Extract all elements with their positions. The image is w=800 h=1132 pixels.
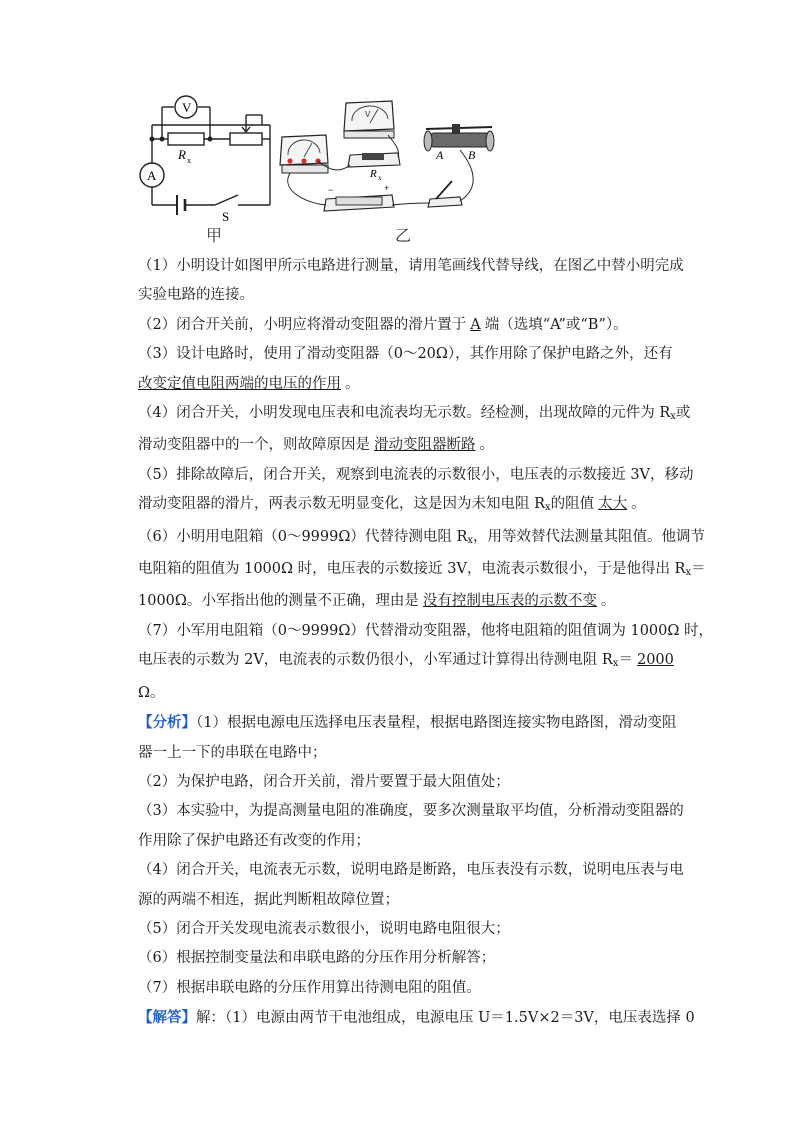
q5-subscript: x xyxy=(545,502,551,514)
apparatus-resistor-label: R xyxy=(370,168,377,180)
question-text-block xyxy=(138,252,714,1034)
voltmeter-device xyxy=(344,101,394,138)
q6-line3 xyxy=(138,587,694,616)
q4-line2 xyxy=(138,431,694,460)
q6-text-d: ＝ xyxy=(691,561,706,578)
resistor-device xyxy=(348,153,400,167)
solution-tag: 【解答】 xyxy=(138,1009,196,1027)
analysis-line6: （4）闭合开关，电流表无示数，说明电路是断路，电压表没有示数，说明电压表与电 xyxy=(138,862,684,879)
q6-text-b: ，用等效替代法测量其阻值。他调节 xyxy=(473,528,706,545)
svg-text:+: + xyxy=(384,183,390,193)
apparatus-resistor-subscript: x xyxy=(378,174,382,182)
q4-post: 。 xyxy=(479,437,494,454)
q3-answer: 改变定值电阻两端的电压的作用 xyxy=(138,375,341,392)
q7-subscript: x xyxy=(612,658,619,670)
q4-text-c: 滑动变阻器中的一个，则故障原因是 xyxy=(138,437,370,454)
switch-symbol-label: S xyxy=(222,209,230,224)
rheostat-terminal-B-label: B xyxy=(468,148,476,162)
q7-line3: Ω。 xyxy=(138,684,165,701)
q5-post: 。 xyxy=(631,496,646,513)
q6-post: 。 xyxy=(600,593,616,610)
analysis-line8: （5）闭合开关发现电流表示数很小，说明电路电阻很大； xyxy=(138,920,510,937)
ammeter-symbol-label: A xyxy=(147,168,157,183)
voltmeter-symbol-label: V xyxy=(182,100,192,115)
q5-answer: 太大 xyxy=(598,496,628,513)
q2-line xyxy=(138,311,694,340)
resistor-symbol-subscript: x xyxy=(187,156,191,165)
q4-text-a: （4）闭合开关，小明发现电压表和电流表均无示数。经检测，出现故障的元件为 R xyxy=(138,405,671,422)
q7-answer: 2000 xyxy=(636,652,674,669)
analysis-line2: 器一上一下的串联在电路中； xyxy=(138,744,327,761)
analysis-line1 xyxy=(138,708,694,738)
q7-line1: （7）小军用电阻箱（0～9999Ω）代替滑动变阻器，他将电阻箱的阻值调为 1000Ω 时， xyxy=(138,622,714,639)
q1-line2: 实验电路的连接。 xyxy=(138,287,254,304)
battery-pack-device xyxy=(324,183,394,211)
q2-answer: A xyxy=(470,316,481,333)
q6-line2 xyxy=(138,555,706,587)
solution-text-1: 解：（1）电源由两节干电池组成，电源电压 U＝1.5V×2＝3V，电压表选择 0 xyxy=(196,1010,695,1027)
q4-subscript: x xyxy=(670,411,676,423)
q7-text-b: ＝ xyxy=(618,652,633,669)
q3-post: 。 xyxy=(345,375,360,392)
q6-answer: 没有控制电压表的示数不变 xyxy=(422,593,597,610)
rheostat-device xyxy=(424,124,494,151)
rheostat-terminal-A-label: A xyxy=(436,148,444,162)
analysis-line9: （6）根据控制变量法和串联电路的分压作用分析解答； xyxy=(138,950,496,967)
analysis-line4: （3）本实验中，为提高测量电阻的准确度，要多次测量取平均值，分析滑动变阻器的 xyxy=(138,803,684,820)
figure-caption-jia: 甲 xyxy=(206,226,223,245)
q4-text-b: 或 xyxy=(675,405,691,422)
figure-caption-yi: 乙 xyxy=(395,226,412,245)
q1-line1: （1）小明设计如图甲所示电路进行测量，请用笔画线代替导线，在图乙中替小明完成 xyxy=(138,258,684,274)
resistor-symbol-label: R xyxy=(178,147,186,162)
q6-subscript-1: x xyxy=(467,534,474,546)
q5-text-b: 的阻值 xyxy=(550,496,595,513)
analysis-tag: 【分析】 xyxy=(138,714,196,732)
q4-line1 xyxy=(138,399,694,431)
q3-line1: （3）设计电路时，使用了滑动变阻器（0～20Ω），其作用除了保护电路之外，还有 xyxy=(138,346,673,363)
switch-device xyxy=(428,181,462,207)
q4-answer: 滑动变阻器断路 xyxy=(374,437,476,454)
q3-line2 xyxy=(138,370,694,399)
q7-text-a: 电压表的示数为 2V，电流表的示数仍很小，小军通过计算得出待测电阻 R xyxy=(138,652,613,669)
analysis-line3: （2）为保护电路，闭合开关前，滑片要置于最大阻值处； xyxy=(138,773,510,790)
analysis-text-1: （1）根据电源电压选择电压表量程，根据电路图连接实物电路图，滑动变阻 xyxy=(196,715,677,732)
analysis-line10: （7）根据串联电路的分压作用算出待测电阻的阻值。 xyxy=(138,979,481,996)
q2-text: （2）闭合开关前，小明应将滑动变阻器的滑片置于 xyxy=(138,316,467,333)
apparatus-illustration xyxy=(280,101,494,211)
circuit-figures xyxy=(130,95,690,250)
q6-subscript-2: x xyxy=(685,567,692,579)
analysis-line5: 作用除了保护电路还有改变的作用； xyxy=(138,832,370,849)
analysis-line7: 源的两端不相连，据此判断粗故障位置； xyxy=(138,891,399,908)
q5-line2 xyxy=(138,490,694,522)
q6-line1 xyxy=(138,523,706,555)
svg-text:V: V xyxy=(365,110,371,119)
solution-line1 xyxy=(138,1003,694,1033)
q7-line2 xyxy=(138,646,694,678)
q5-text-a: 滑动变阻器的滑片，两表示数无明显变化，这是因为未知电阻 R xyxy=(138,496,546,513)
ammeter-device xyxy=(280,135,328,173)
q6-text-e: 1000Ω。小军指出他的测量不正确，理由是 xyxy=(138,593,419,610)
q5-line1: （5）排除故障后，闭合开关，观察到电流表的示数很小，电压表的示数接近 3V，移动 xyxy=(138,466,694,483)
q6-text-c: 电阻箱的阻值为 1000Ω 时，电压表的示数接近 3V，电流表示数很小，于是他得出 R xyxy=(138,561,686,578)
q2-post: 端（选填“A”或“B”）。 xyxy=(484,316,628,333)
schematic-diagram xyxy=(140,96,270,215)
svg-text:−: − xyxy=(328,185,334,195)
q6-text-a: （6）小明用电阻箱（0～9999Ω）代替待测电阻 R xyxy=(138,528,468,545)
